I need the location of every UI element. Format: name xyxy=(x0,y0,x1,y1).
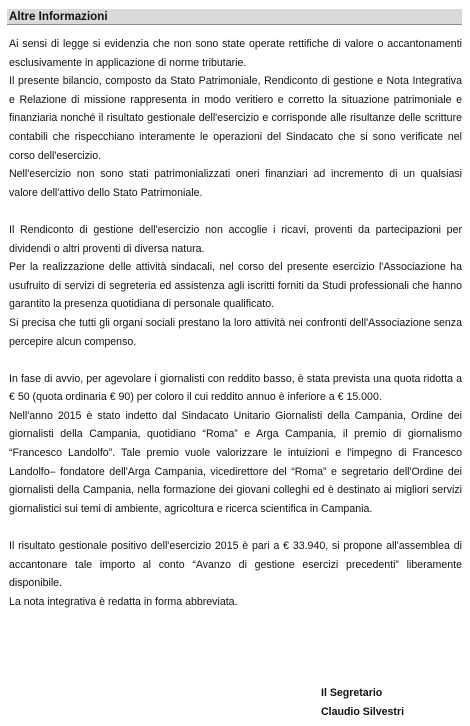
section-heading: Altre Informazioni xyxy=(7,9,462,25)
paragraph: Nell'anno 2015 è stato indetto dal Sindacato Unitario Giornalisti della Campania, Ordine dei giornalisti della Campania, quotidiano “Roma” e Arga Campania, il premio di giornalismo “Francesco Landolfo”. Tale premio vuole valorizzare le intuizioni e l'impegno di Francesco Landolfo– fondatore dell'Arga Campania, vicedirettore del “Roma” e segretario dell'Ordine dei giornalisti della Campania, nella formazione dei giovani colleghi ed è destinato ai migliori servizi giornalistici sui temi di ambiente, agricoltura e ricerca scientifica in Campania. xyxy=(9,409,462,515)
paragraph: Ai sensi di legge si evidenzia che non sono state operate rettifiche di valore o accantonamenti esclusivamente in applicazione di norme tributarie. xyxy=(9,38,462,69)
signature-name: Claudio Silvestri xyxy=(321,706,405,718)
paragraph: Il risultato gestionale positivo dell'esercizio 2015 è pari a € 33.940, si propone all'assemblea di accantonare tale importo al conto “Avanzo di gestione esercizi precedenti” liberamente disponibile. xyxy=(9,540,462,590)
paragraph: Si precisa che tutti gli organi sociali prestano la loro attività nei confronti dell'Associazione senza percepire alcun compenso. xyxy=(9,316,462,348)
paragraph: Il presente bilancio, composto da Stato Patrimoniale, Rendiconto di gestione e Nota Integrativa e Relazione di missione rappresenta in modo veritiero e corretto la situazione patrimoniale e finanziaria nonché il risultato gestionale dell'esercizio e corrisponde alle risultanze delle scritture contabili che rispecchiano interamente le operazioni del Sindacato che si sono verificate nel corso dell'esercizio. xyxy=(9,75,462,162)
document-body xyxy=(7,35,462,611)
paragraph: Per la realizzazione delle attività sindacali, nel corso del presente esercizio l'Associazione ha usufruito di servizi di segreteria ed assistenza agli iscritti forniti da Studi professionali che hanno garantito la presenza quotidiana di personale qualificato. xyxy=(9,261,462,311)
paragraph: In fase di avvio, per agevolare i giornalisti con reddito basso, è stata prevista una quota ridotta a € 50 (quota ordinaria € 90) per coloro il cui reddito annuo è inferiore a € 15.000. xyxy=(9,372,462,404)
signature-block xyxy=(321,684,404,722)
paragraph: La nota integrativa è redatta in forma abbreviata. xyxy=(9,595,238,608)
paragraph-gap xyxy=(7,518,462,537)
signature-role: Il Segretario xyxy=(321,687,383,699)
paragraph-gap xyxy=(7,202,462,221)
paragraph-gap xyxy=(7,351,462,370)
paragraph: Il Rendiconto di gestione dell'esercizio non accoglie i ricavi, proventi da partecipazioni per dividendi o altri proventi di diversa natura. xyxy=(9,223,462,255)
paragraph: Nell'esercizio non sono stati patrimonializzati oneri finanziari ad incremento di un qualsiasi valore dell'attivo dello Stato Patrimoniale. xyxy=(9,168,462,199)
document-page xyxy=(7,9,462,611)
